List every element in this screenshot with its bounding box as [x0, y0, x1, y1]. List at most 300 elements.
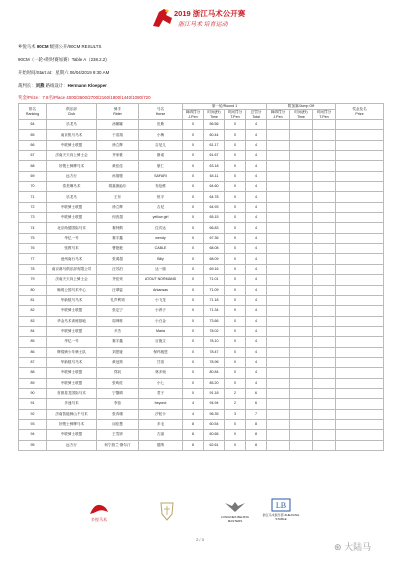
cell-jo-jpen [267, 120, 290, 130]
cell-rider: 齐家豪 [97, 151, 139, 161]
cell-horse: 保玛桃恩 [139, 347, 183, 357]
cell-r1-tpen: 0 [225, 275, 246, 285]
cell-rider: 黄佳佳 [97, 161, 139, 171]
cell-r1-total: 4 [246, 306, 267, 316]
cell-jo-tpen [313, 378, 336, 388]
cell-jo-time [290, 347, 313, 357]
cell-prize [336, 419, 384, 429]
cell-club: 畅玥公园马术中心 [47, 285, 97, 295]
cell-jo-tpen [313, 202, 336, 212]
cell-rank: 87 [19, 357, 47, 367]
cell-rider: 于浩翔 [97, 130, 139, 140]
cell-horse: 德纳 [139, 440, 183, 450]
cell-r1-time: 78.96 [204, 357, 225, 367]
cell-jo-jpen [267, 223, 290, 233]
cell-r1-tpen: 0 [225, 120, 246, 130]
logo-slogan: 浙江马术 培育运动 [178, 22, 228, 28]
cell-r1-jpen: 0 [183, 140, 204, 150]
cell-rank: 76 [19, 244, 47, 254]
cell-r1-tpen: 0 [225, 130, 246, 140]
cell-jo-jpen [267, 151, 290, 161]
cell-rider: 孙翔骏 [97, 171, 139, 181]
sponsor-logo-4 [262, 498, 300, 521]
cell-r1-jpen: 0 [183, 357, 204, 367]
cell-r1-total: 4 [246, 326, 267, 336]
cell-club: 乐龙马 [47, 192, 97, 202]
cell-jo-tpen [313, 120, 336, 130]
prize-info: 奖金/Prize：7 8名/Place 4000/3600/2700/2160/1800/1440/1080/720 [18, 95, 151, 100]
subheader-1: 时间(秒) Time [204, 110, 225, 120]
table-row [19, 378, 384, 388]
cell-r1-jpen: 0 [183, 182, 204, 192]
cell-rank: 85 [19, 337, 47, 347]
cell-jo-time [290, 244, 313, 254]
cell-jo-jpen [267, 233, 290, 243]
cell-prize [336, 223, 384, 233]
cell-r1-time: 91.18 [204, 388, 225, 398]
cell-r1-time: 94.94 [204, 399, 225, 409]
cell-prize [336, 192, 384, 202]
cell-jo-tpen [313, 223, 336, 233]
cell-jo-tpen [313, 295, 336, 305]
table-row [19, 419, 384, 429]
cell-r1-total: 4 [246, 295, 267, 305]
cell-r1-tpen: 0 [225, 244, 246, 254]
subheader-3: 总罚分 Total [246, 110, 267, 120]
cell-jo-jpen [267, 419, 290, 429]
cell-r1-time: 61.17 [204, 140, 225, 150]
cell-rank: 91 [19, 399, 47, 409]
cell-rank: 65 [19, 130, 47, 140]
cell-prize [336, 213, 384, 223]
cell-horse: 小七 [139, 378, 183, 388]
cell-club: 张教马术 [47, 244, 97, 254]
cell-r1-tpen: 0 [225, 151, 246, 161]
cell-r1-jpen: 0 [183, 130, 204, 140]
horse-emblem-icon [88, 502, 110, 516]
cell-jo-tpen [313, 326, 336, 336]
cell-club: 济南天天向上骑士会 [47, 151, 97, 161]
cell-jo-tpen [313, 233, 336, 243]
cell-rank: 82 [19, 306, 47, 316]
cell-r1-jpen: 0 [183, 171, 204, 181]
cell-jo-time [290, 161, 313, 171]
cell-r1-time: 56.56 [204, 120, 225, 130]
cell-r1-total: 4 [246, 151, 267, 161]
cell-rider: 汪翠姿 [97, 285, 139, 295]
cell-r1-jpen: 0 [183, 202, 204, 212]
cell-jo-time [290, 171, 313, 181]
cell-jo-jpen [267, 171, 290, 181]
cell-rider: 曹艳艳 [97, 244, 139, 254]
cell-prize [336, 326, 384, 336]
cell-jo-jpen [267, 326, 290, 336]
cell-club: 多速马术 [47, 399, 97, 409]
cell-jo-tpen [313, 337, 336, 347]
cell-rank: 75 [19, 233, 47, 243]
subheader-6: 时间罚分 T.Pen [313, 110, 336, 120]
cell-club: 中联骑士联盟 [47, 213, 97, 223]
cell-r1-total: 8 [246, 430, 267, 440]
cell-prize [336, 440, 384, 450]
cell-rank: 71 [19, 192, 47, 202]
cell-r1-jpen: 0 [183, 285, 204, 295]
title-rest: 级别公开/90CM RESULTS [49, 44, 102, 49]
cell-r1-total: 4 [246, 316, 267, 326]
page-number: 2 / 3 [196, 537, 204, 542]
cell-r1-jpen: 0 [183, 316, 204, 326]
crest-icon [158, 500, 176, 522]
cell-jo-time [290, 368, 313, 378]
cell-jo-tpen [313, 213, 336, 223]
cell-r1-total: 4 [246, 244, 267, 254]
cell-prize [336, 347, 384, 357]
cell-jo-tpen [313, 171, 336, 181]
cell-jo-time [290, 140, 313, 150]
cell-r1-total: 4 [246, 192, 267, 202]
cell-r1-total: 4 [246, 182, 267, 192]
cell-club: 济南智能骑山千马术 [47, 409, 97, 419]
cell-r1-total: 4 [246, 161, 267, 171]
cell-jo-tpen [313, 182, 336, 192]
cell-prize [336, 275, 384, 285]
cell-horse: 多毛 [139, 419, 183, 429]
cell-rank: 69 [19, 171, 47, 181]
table-row [19, 326, 384, 336]
cell-r1-jpen: 0 [183, 368, 204, 378]
cell-jo-time [290, 213, 313, 223]
cell-horse: Arkansas [139, 285, 183, 295]
cell-r1-time: 64.60 [204, 182, 225, 192]
results-table [18, 103, 384, 451]
cell-club: 池州南行马术 [47, 254, 97, 264]
cell-r1-time: 96.35 [204, 409, 225, 419]
cell-jo-time [290, 182, 313, 192]
cell-r1-tpen: 0 [225, 368, 246, 378]
cell-rider: 李蕊 [97, 399, 139, 409]
cell-rider: 张鸿超 [97, 254, 139, 264]
cell-jo-jpen [267, 202, 290, 212]
table-row [19, 409, 384, 419]
cell-rider: 何宁游兰·斯尔汀 [97, 440, 139, 450]
cell-r1-time: 60.44 [204, 130, 225, 140]
cell-prize [336, 254, 384, 264]
cell-jo-jpen [267, 182, 290, 192]
cell-jo-time [290, 357, 313, 367]
cell-r1-total: 4 [246, 171, 267, 181]
cell-jo-tpen [313, 409, 336, 419]
table-row [19, 140, 384, 150]
cell-jo-jpen [267, 347, 290, 357]
cell-r1-total: 4 [246, 285, 267, 295]
cell-r1-time: 71.01 [204, 275, 225, 285]
cell-r1-jpen: 0 [183, 264, 204, 274]
cell-horse: yellow girl [139, 213, 183, 223]
cell-prize [336, 161, 384, 171]
cell-r1-tpen: 0 [225, 233, 246, 243]
cell-prize [336, 182, 384, 192]
cell-rank: 93 [19, 419, 47, 429]
cell-r1-time: 64.78 [204, 192, 225, 202]
cell-r1-time: 71.34 [204, 306, 225, 316]
table-row [19, 254, 384, 264]
header-round1: 第一轮/Round 1 [183, 104, 267, 110]
cell-rank: 92 [19, 409, 47, 419]
event-logo [150, 6, 260, 32]
designer-name: Hermann Kloepper [67, 83, 107, 88]
cell-rider: 秦宇鑫 [97, 233, 139, 243]
cell-club: 远方行 [47, 171, 97, 181]
cell-r1-tpen: 0 [225, 264, 246, 274]
cell-r1-tpen: 0 [225, 202, 246, 212]
cell-r1-jpen: 0 [183, 192, 204, 202]
cell-jo-time [290, 326, 313, 336]
cell-jo-tpen [313, 244, 336, 254]
cell-jo-time [290, 316, 313, 326]
cell-jo-jpen [267, 213, 290, 223]
cell-r1-time: 66.83 [204, 223, 225, 233]
cell-rank: 89 [19, 378, 47, 388]
cell-horse: 布伦维 [139, 182, 183, 192]
logo-title: 2019 浙江马术公开赛 [174, 9, 246, 18]
cell-rider: 张奔瑾 [97, 409, 139, 419]
cell-horse: 汐轮卡 [139, 409, 183, 419]
cell-club: 中联骑士联盟 [47, 306, 97, 316]
cell-jo-jpen [267, 130, 290, 140]
header-horse: 马名 Horse [139, 104, 183, 120]
cell-prize [336, 378, 384, 388]
cell-r1-total: 4 [246, 213, 267, 223]
results-title [18, 44, 101, 49]
cell-r1-tpen: 0 [225, 440, 246, 450]
judge-label: 裁判长： [18, 83, 36, 88]
table-row [19, 244, 384, 254]
cell-club: 泰美琳马术 [47, 182, 97, 192]
cell-club: 中联骑士联盟 [47, 430, 97, 440]
cell-jo-jpen [267, 192, 290, 202]
cell-r1-time: 64.11 [204, 171, 225, 181]
cell-prize [336, 171, 384, 181]
cell-r1-time: 71.09 [204, 285, 225, 295]
cell-jo-jpen [267, 306, 290, 316]
cell-jo-tpen [313, 254, 336, 264]
cell-jo-tpen [313, 306, 336, 316]
cell-rider: 黄冠筠 [97, 357, 139, 367]
cell-r1-time: 69.16 [204, 264, 225, 274]
table-row [19, 347, 384, 357]
subheader-0: 障碍罚分 J.Pen [183, 110, 204, 120]
cell-r1-tpen: 0 [225, 295, 246, 305]
cell-horse: 小养子 [139, 306, 183, 316]
cell-r1-total: 6 [246, 388, 267, 398]
cell-r1-jpen: 8 [183, 430, 204, 440]
cell-rank: 84 [19, 326, 47, 336]
cell-jo-time [290, 151, 313, 161]
cell-club: 远方行 [47, 440, 97, 450]
sponsor-logo-1-text: 乡悦马术 [91, 517, 107, 522]
cell-jo-jpen [267, 440, 290, 450]
cell-rank: 79 [19, 275, 47, 285]
cell-prize [336, 244, 384, 254]
cell-horse: 古丽 [139, 430, 183, 440]
cell-r1-total: 4 [246, 130, 267, 140]
table-rule: 90CM（一轮+附时赛加赛）Table A（238.2.2) [18, 57, 107, 62]
cell-r1-total: 4 [246, 140, 267, 150]
cell-prize [336, 120, 384, 130]
table-row [19, 316, 384, 326]
cell-r1-time: 85.20 [204, 378, 225, 388]
table-row [19, 399, 384, 409]
cell-rank: 94 [19, 430, 47, 440]
cell-r1-total: 4 [246, 368, 267, 378]
cell-r1-total: 4 [246, 254, 267, 264]
cell-r1-tpen: 0 [225, 306, 246, 316]
watermark-icon: ⊛ [334, 542, 342, 552]
cell-r1-time: 65.15 [204, 213, 225, 223]
cell-club: 中联骑士联盟 [47, 140, 97, 150]
cell-rank: 70 [19, 182, 47, 192]
cell-prize [336, 264, 384, 274]
cell-horse: SAFARI [139, 171, 183, 181]
cell-r1-time: 78.02 [204, 326, 225, 336]
cell-jo-time [290, 275, 313, 285]
cell-rank: 80 [19, 285, 47, 295]
table-row [19, 161, 384, 171]
cell-jo-tpen [313, 130, 336, 140]
cell-r1-time: 78.10 [204, 337, 225, 347]
cell-rider: 王雪妍 [97, 430, 139, 440]
cell-jo-tpen [313, 161, 336, 171]
cell-jo-time [290, 202, 313, 212]
cell-jo-jpen [267, 409, 290, 419]
cell-rank: 81 [19, 295, 47, 305]
cell-r1-tpen: 0 [225, 337, 246, 347]
cell-prize [336, 399, 384, 409]
cell-prize [336, 295, 384, 305]
cell-rank: 68 [19, 161, 47, 171]
cell-horse: ATOUT NORMAND [139, 275, 183, 285]
officials [18, 83, 107, 88]
cell-prize [336, 306, 384, 316]
header-rider: 骑手 Rider [97, 104, 139, 120]
cell-r1-tpen: 0 [225, 378, 246, 388]
cell-jo-tpen [313, 399, 336, 409]
cell-rider: 汤娜娜 [97, 120, 139, 130]
cell-rank: 83 [19, 316, 47, 326]
table-row [19, 295, 384, 305]
cell-jo-jpen [267, 295, 290, 305]
cell-r1-jpen: 0 [183, 244, 204, 254]
table-row [19, 275, 384, 285]
table-row [19, 306, 384, 316]
cell-club: 南京赛马俱乐部有限公司 [47, 264, 97, 274]
cell-rider: 秦钟鹤 [97, 223, 139, 233]
cell-r1-jpen: 0 [183, 275, 204, 285]
cell-rank: 66 [19, 140, 47, 150]
cell-jo-tpen [313, 275, 336, 285]
cell-club: 中联骑士联盟 [47, 378, 97, 388]
cell-rank: 78 [19, 264, 47, 274]
cell-jo-jpen [267, 285, 290, 295]
cell-jo-time [290, 295, 313, 305]
cell-r1-time: 62.61 [204, 440, 225, 450]
cell-r1-jpen: 0 [183, 295, 204, 305]
cell-jo-tpen [313, 357, 336, 367]
cell-jo-time [290, 440, 313, 450]
table-row [19, 192, 384, 202]
cell-horse: 林多奥 [139, 368, 183, 378]
cell-r1-tpen: 0 [225, 213, 246, 223]
cell-jo-jpen [267, 388, 290, 398]
cell-r1-jpen: 0 [183, 388, 204, 398]
cell-r1-total: 8 [246, 440, 267, 450]
header-jumpoff: 附加赛/Jump Off [267, 104, 336, 110]
cell-jo-jpen [267, 316, 290, 326]
cell-club: 南京锐马马术 [47, 130, 97, 140]
cell-jo-time [290, 378, 313, 388]
cell-r1-time: 63.18 [204, 161, 225, 171]
cell-jo-jpen [267, 378, 290, 388]
cell-jo-jpen [267, 368, 290, 378]
cell-rider: 郑钊 [97, 368, 139, 378]
cell-r1-time: 68.09 [204, 254, 225, 264]
cell-r1-time: 64.93 [204, 202, 225, 212]
cell-jo-tpen [313, 285, 336, 295]
cell-jo-time [290, 388, 313, 398]
cell-jo-jpen [267, 337, 290, 347]
cell-r1-total: 7 [246, 409, 267, 419]
cell-rank: 73 [19, 213, 47, 223]
cell-r1-total: 4 [246, 223, 267, 233]
cell-rider: 周坤栋 [97, 316, 139, 326]
cell-r1-total: 4 [246, 357, 267, 367]
cell-club: 乐龙马 [47, 120, 97, 130]
sponsor-logo-4-text: 浙江马术俱乐部 ZHEJIANG STABLE [262, 513, 300, 521]
cell-club: 辉煌骑少年骑士队 [47, 347, 97, 357]
cell-jo-tpen [313, 430, 336, 440]
longines-wings-icon [223, 500, 247, 514]
cell-prize [336, 337, 384, 347]
cell-horse: 吉尼儿 [139, 140, 183, 150]
cell-r1-tpen: 2 [225, 388, 246, 398]
cell-club: 华金马术训练基地 [47, 316, 97, 326]
horse-logo-icon [150, 6, 176, 30]
cell-jo-jpen [267, 430, 290, 440]
cell-jo-tpen [313, 264, 336, 274]
cell-r1-time: 60.54 [204, 419, 225, 429]
cell-r1-total: 4 [246, 378, 267, 388]
cell-rank: 88 [19, 368, 47, 378]
sponsor-logo-2 [158, 500, 176, 523]
cell-r1-jpen: 4 [183, 409, 204, 419]
cell-rider: 孔声利靖 [97, 295, 139, 305]
watermark-text: 大陆马 [344, 542, 372, 552]
cell-jo-tpen [313, 347, 336, 357]
cell-r1-time: 68.08 [204, 244, 225, 254]
cell-rider: 齐佳荣 [97, 275, 139, 285]
sponsor-logo-1 [88, 502, 110, 523]
header-prize: 奖金及名 Prize [336, 104, 384, 120]
table-row [19, 213, 384, 223]
cell-r1-tpen: 0 [225, 254, 246, 264]
cell-horse: 小白金 [139, 316, 183, 326]
judge-name: 刘燕 [35, 83, 45, 88]
cell-club: 华亿一号 [47, 233, 97, 243]
cell-r1-tpen: 0 [225, 161, 246, 171]
cell-r1-time: 78.47 [204, 347, 225, 357]
cell-jo-tpen [313, 151, 336, 161]
cell-r1-total: 6 [246, 399, 267, 409]
